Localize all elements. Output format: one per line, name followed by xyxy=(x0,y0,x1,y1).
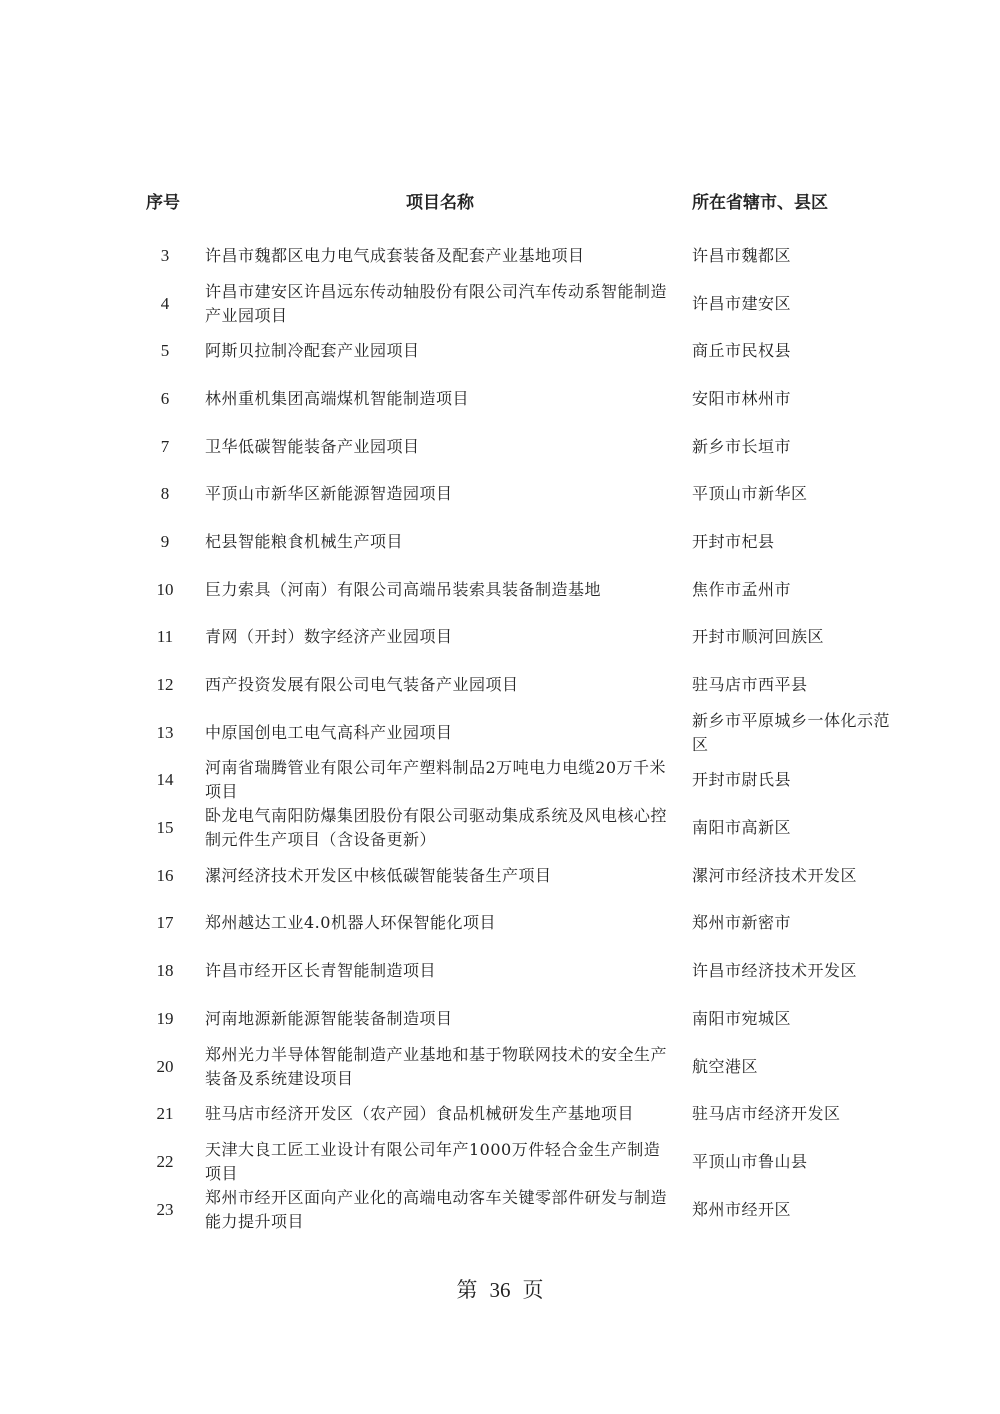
table-row xyxy=(0,947,1000,995)
row-seq: 13 xyxy=(156,722,174,742)
table-row xyxy=(0,566,1000,614)
row-seq: 7 xyxy=(160,436,170,456)
row-location: 开封市尉氏县 xyxy=(692,770,792,790)
row-seq: 6 xyxy=(160,388,170,408)
row-project-name: 河南地源新能源智能装备制造项目 xyxy=(205,1008,453,1028)
table-row xyxy=(0,423,1000,471)
row-project-name: 阿斯贝拉制冷配套产业园项目 xyxy=(205,341,420,361)
row-location: 郑州市经开区 xyxy=(692,1199,792,1219)
table-header xyxy=(0,186,1000,220)
row-location: 南阳市高新区 xyxy=(692,818,792,838)
row-seq: 15 xyxy=(156,818,174,838)
row-project-name: 许昌市建安区许昌远东传动轴股份有限公司汽车传动系智能制造产业园项目 xyxy=(205,281,668,325)
table-row xyxy=(0,852,1000,900)
row-location: 平顶山市鲁山县 xyxy=(692,1151,808,1171)
row-project-name: 巨力索具（河南）有限公司高端吊装索具装备制造基地 xyxy=(205,579,602,599)
row-seq: 20 xyxy=(156,1056,174,1076)
row-project-name: 驻马店市经济开发区（农产园）食品机械研发生产基地项目 xyxy=(205,1104,635,1124)
table-row xyxy=(0,232,1000,280)
row-project-name: 漯河经济技术开发区中核低碳智能装备生产项目 xyxy=(205,865,552,885)
table-row xyxy=(0,900,1000,948)
row-project-name: 林州重机集团高端煤机智能制造项目 xyxy=(205,388,470,408)
row-seq: 23 xyxy=(156,1199,174,1219)
row-location: 驻马店市经济开发区 xyxy=(692,1104,841,1124)
row-location: 郑州市新密市 xyxy=(692,913,792,933)
footer-prefix: 第 xyxy=(456,1278,478,1302)
row-location: 安阳市林州市 xyxy=(692,388,792,408)
table-row xyxy=(0,757,1000,805)
page-number: 36 xyxy=(489,1278,511,1302)
row-project-name: 郑州光力半导体智能制造产业基地和基于物联网技术的安全生产装备及系统建设项目 xyxy=(205,1044,668,1088)
row-project-name: 河南省瑞腾管业有限公司年产塑料制品2万吨电力电缆20万千米项目 xyxy=(205,758,667,802)
table-row xyxy=(0,280,1000,328)
row-seq: 11 xyxy=(156,627,174,647)
row-seq: 4 xyxy=(160,293,170,313)
table-row xyxy=(0,1186,1000,1234)
table-body xyxy=(0,232,1000,1233)
row-seq: 3 xyxy=(160,245,170,265)
table-row xyxy=(0,470,1000,518)
table-row xyxy=(0,518,1000,566)
row-seq: 16 xyxy=(156,865,174,885)
row-project-name: 平顶山市新华区新能源智造园项目 xyxy=(205,484,453,504)
table-row xyxy=(0,1090,1000,1138)
row-project-name: 杞县智能粮食机械生产项目 xyxy=(205,531,404,551)
row-seq: 12 xyxy=(156,675,174,695)
row-location: 商丘市民权县 xyxy=(692,341,792,361)
table-row xyxy=(0,1043,1000,1091)
row-project-name: 西产投资发展有限公司电气装备产业园项目 xyxy=(205,675,519,695)
row-seq: 22 xyxy=(156,1151,174,1171)
row-seq: 21 xyxy=(156,1104,174,1124)
row-location: 许昌市魏都区 xyxy=(692,245,792,265)
row-project-name: 天津大良工匠工业设计有限公司年产1000万件轻合金生产制造项目 xyxy=(205,1139,661,1183)
row-seq: 5 xyxy=(160,341,170,361)
header-location: 所在省辖市、县区 xyxy=(692,193,828,213)
row-project-name: 郑州越达工业4.0机器人环保智能化项目 xyxy=(205,913,496,933)
table-row xyxy=(0,995,1000,1043)
page-footer xyxy=(0,1274,1000,1306)
header-seq: 序号 xyxy=(146,193,180,213)
row-seq: 18 xyxy=(156,961,174,981)
row-project-name: 卫华低碳智能装备产业园项目 xyxy=(205,436,420,456)
row-seq: 10 xyxy=(156,579,174,599)
row-location: 开封市顺河回族区 xyxy=(692,627,825,647)
row-seq: 8 xyxy=(160,484,170,504)
row-location: 新乡市平原城乡一体化示范区 xyxy=(692,710,891,754)
table-row xyxy=(0,804,1000,852)
row-project-name: 许昌市魏都区电力电气成套装备及配套产业基地项目 xyxy=(205,245,585,265)
table-row xyxy=(0,709,1000,757)
row-seq: 9 xyxy=(160,531,170,551)
row-location: 开封市杞县 xyxy=(692,531,775,551)
row-project-name: 青网（开封）数字经济产业园项目 xyxy=(205,627,453,647)
row-location: 许昌市建安区 xyxy=(692,293,792,313)
row-location: 平顶山市新华区 xyxy=(692,484,808,504)
row-location: 焦作市孟州市 xyxy=(692,579,792,599)
row-location: 驻马店市西平县 xyxy=(692,675,808,695)
row-project-name: 卧龙电气南阳防爆集团股份有限公司驱动集成系统及风电核心控制元件生产项目（含设备更新） xyxy=(205,806,668,850)
row-location: 南阳市宛城区 xyxy=(692,1008,792,1028)
row-location: 漯河市经济技术开发区 xyxy=(692,865,858,885)
row-location: 航空港区 xyxy=(692,1056,759,1076)
row-project-name: 郑州市经开区面向产业化的高端电动客车关键零部件研发与制造能力提升项目 xyxy=(205,1187,668,1231)
table-row xyxy=(0,1138,1000,1186)
row-project-name: 中原国创电工电气高科产业园项目 xyxy=(205,722,453,742)
table-row xyxy=(0,661,1000,709)
row-seq: 19 xyxy=(156,1008,174,1028)
row-location: 新乡市长垣市 xyxy=(692,436,792,456)
table-row xyxy=(0,375,1000,423)
table-row xyxy=(0,614,1000,662)
row-project-name: 许昌市经开区长青智能制造项目 xyxy=(205,961,437,981)
row-seq: 17 xyxy=(156,913,174,933)
footer-suffix: 页 xyxy=(522,1278,544,1302)
row-location: 许昌市经济技术开发区 xyxy=(692,961,858,981)
header-project-name: 项目名称 xyxy=(406,193,474,213)
table-row xyxy=(0,327,1000,375)
row-seq: 14 xyxy=(156,770,174,790)
